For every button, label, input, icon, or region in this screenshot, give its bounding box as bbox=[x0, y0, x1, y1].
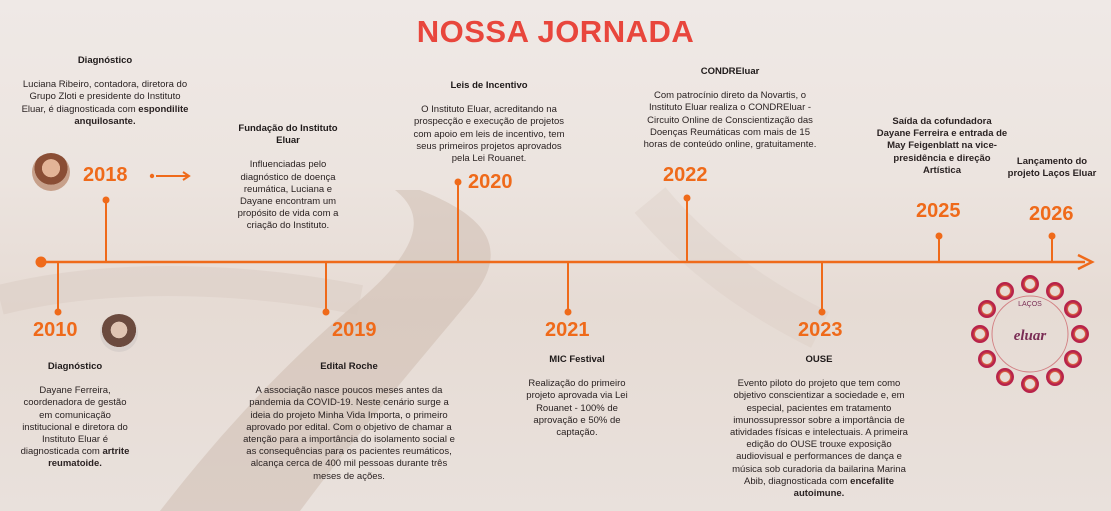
event-body: Dayane Ferreira, coordenadora de gestão em comunicação institucional e diretora do Instituto Eluar é diagnosticada com bbox=[20, 385, 128, 458]
year-2020: 2020 bbox=[468, 171, 513, 193]
avatar-luciana bbox=[32, 153, 70, 191]
event-body: A associação nasce poucos meses antes da pandemia da COVID-19. Neste cenário surge a ideia do projeto Minha Vida Importa, o primeiro aprovado por edital. Com o objetivo de chamar a atenção para a importância do isolamento social e as consequências para os pacientes reumáticos, alcança cerca de 400 mil pessoas durante três meses de ações. bbox=[243, 385, 455, 482]
lacos-eluar-logo bbox=[970, 274, 1090, 394]
event-body-bold: encefalite autoimune. bbox=[793, 475, 894, 500]
event-2019 bbox=[240, 361, 458, 483]
event-body: Evento piloto do projeto que tem como objetivo conscientizar a sociedade e, em especial, pacientes em tratamento imunossupressor sobre a importância de atividades físicas e intelectuais. A primeira edição do OUSE trouxe exposição audiovisual e performances de dança e música sob curadoria da bailarina Marina Abib, diagnosticada com bbox=[730, 378, 908, 487]
year-2025: 2025 bbox=[916, 200, 961, 222]
event-heading: CONDREluar bbox=[700, 66, 760, 77]
event-2026 bbox=[1005, 156, 1099, 180]
event-2025 bbox=[876, 116, 1008, 177]
event-body: Com patrocínio direto da Novartis, o Instituto Eluar realiza o CONDREluar - Circuito Online de Conscientização das Doenças Reumáticas com mais de 15 horas de conteúdo online, gratuitamente. bbox=[643, 90, 817, 151]
event-heading: Lançamento do projeto Laços Eluar bbox=[1007, 156, 1097, 180]
event-heading: Diagnóstico bbox=[77, 55, 133, 66]
year-2019: 2019 bbox=[332, 319, 377, 341]
event-2021 bbox=[520, 354, 634, 439]
event-heading: Leis de Incentivo bbox=[450, 80, 528, 91]
event-heading: Diagnóstico bbox=[47, 361, 103, 372]
timeline-start-dot bbox=[36, 257, 47, 268]
event-heading: MIC Festival bbox=[549, 354, 605, 365]
event-heading: Saída da cofundadora Dayane Ferreira e entrada de May Feigenblatt na vice-presidência e direção Artística bbox=[876, 116, 1008, 176]
event-2022 bbox=[640, 66, 820, 151]
event-2018 bbox=[20, 55, 190, 128]
event-body: O Instituto Eluar, acreditando na prospecção e execução de projetos com apoio em leis de incentivo, tem seus primeiros projetos aprovados pela Lei Rouanet. bbox=[413, 104, 565, 165]
event-heading: OUSE bbox=[805, 354, 833, 365]
event-body: Luciana Ribeiro, contadora, diretora do Grupo Zloti e presidente do Instituto Eluar, é diagnosticada com bbox=[21, 79, 188, 115]
event-body-bold: artrite reumatoide. bbox=[48, 446, 130, 470]
year-2018: 2018 bbox=[83, 164, 128, 186]
year-2023: 2023 bbox=[798, 319, 843, 341]
event-body: Influenciadas pelo diagnóstico de doença reumática, Luciana e Dayane encontram um propósito de vida com a criação do Instituto. bbox=[237, 159, 339, 232]
event-heading: Fundação do Instituto Eluar bbox=[238, 123, 338, 147]
event-2020 bbox=[413, 80, 565, 165]
arrow-right-icon bbox=[150, 172, 189, 180]
logo-ring-text: LAÇOS bbox=[1018, 301, 1042, 308]
year-2022: 2022 bbox=[663, 164, 708, 186]
avatar-dayane bbox=[100, 314, 138, 352]
event-2010 bbox=[20, 361, 130, 471]
year-2026: 2026 bbox=[1029, 203, 1074, 225]
event-body: Realização do primeiro projeto aprovada via Lei Rouanet - 100% de aprovação e 50% de captação. bbox=[526, 378, 628, 439]
year-2010: 2010 bbox=[33, 319, 78, 341]
page-title: NOSSA JORNADA bbox=[416, 14, 695, 49]
event-body-bold: espondilite anquilosante. bbox=[74, 103, 189, 127]
year-2021: 2021 bbox=[545, 319, 590, 341]
event-fundacao bbox=[232, 123, 344, 233]
event-heading: Edital Roche bbox=[320, 361, 378, 372]
logo-wordmark: eluar bbox=[1013, 328, 1047, 344]
event-2023 bbox=[726, 354, 912, 500]
